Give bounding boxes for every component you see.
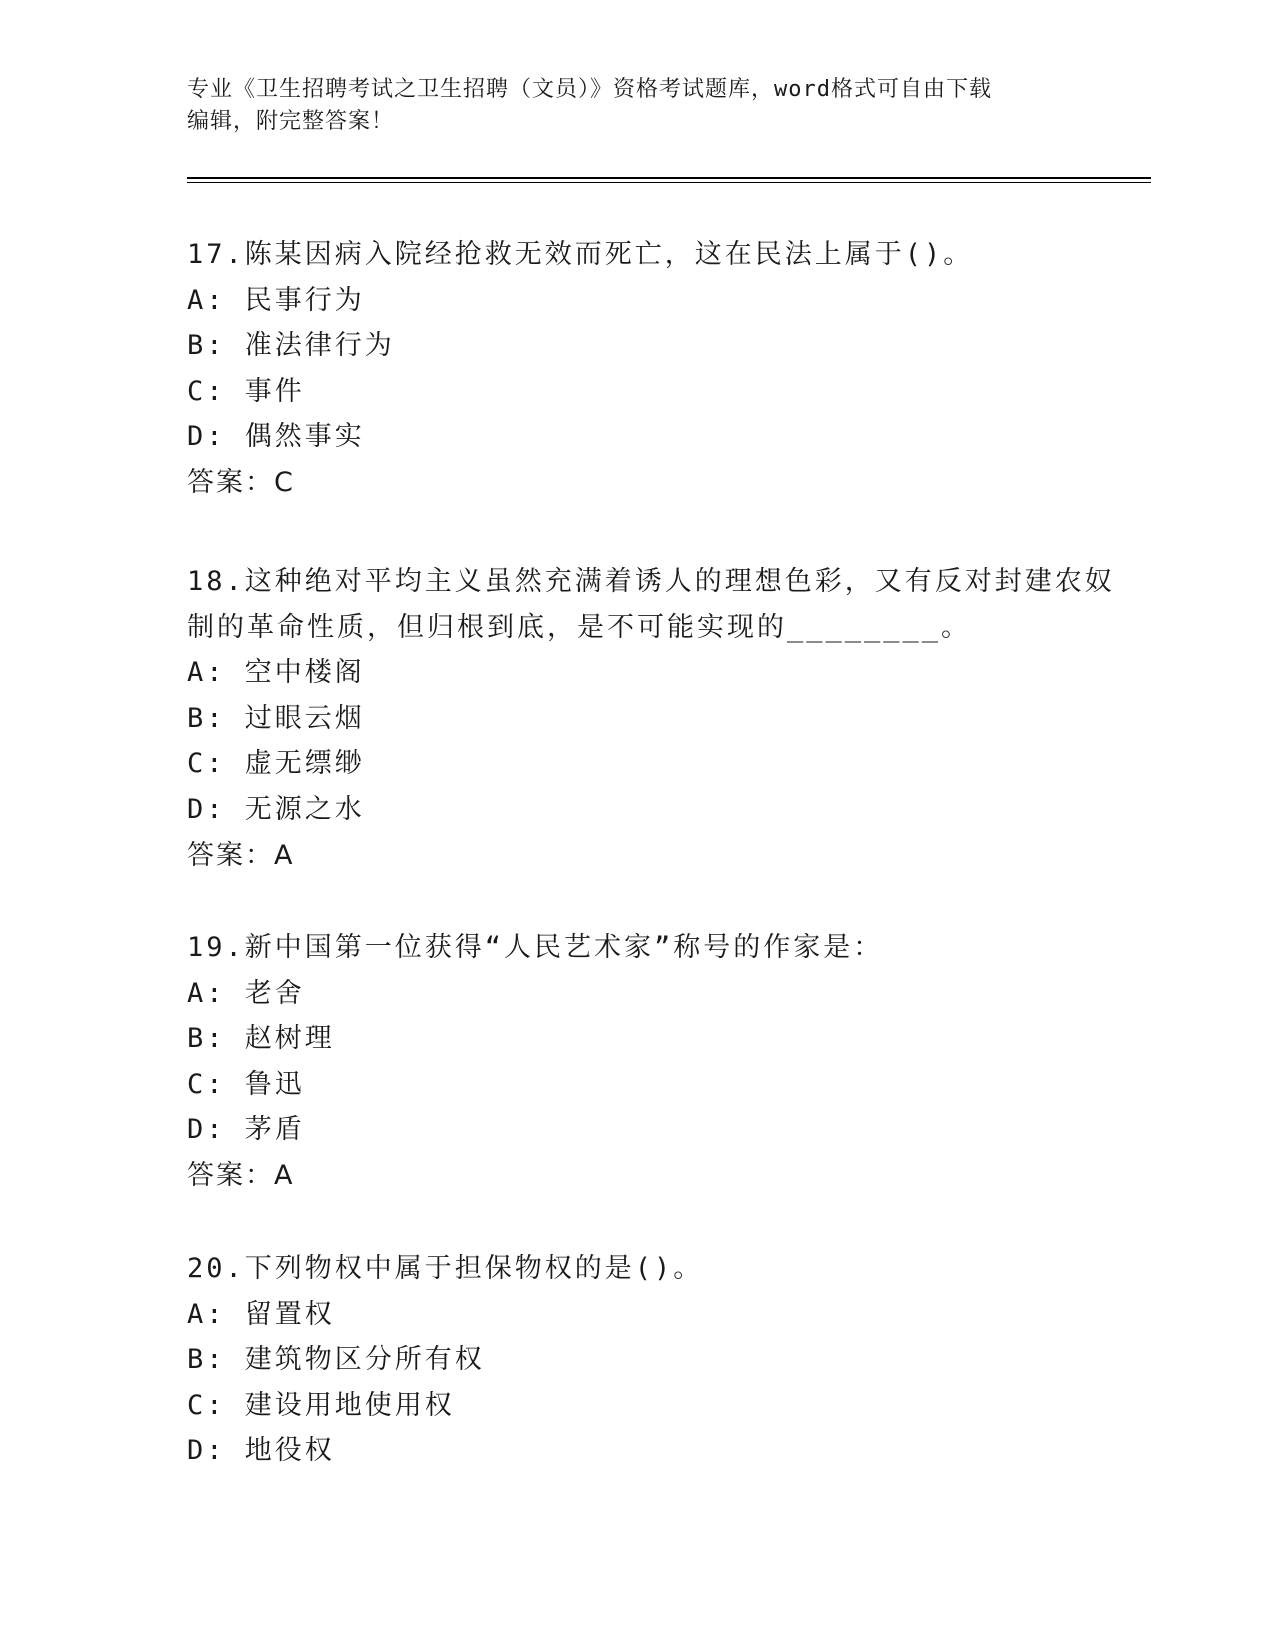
option-b: B: 建筑物区分所有权 xyxy=(187,1344,485,1376)
answer-line: 答案：C xyxy=(187,466,295,498)
option-c: C: 鲁迅 xyxy=(187,1068,305,1100)
header-divider-thick xyxy=(187,177,1151,179)
question-stem-line-1: 18.这种绝对平均主义虽然充满着诱人的理想色彩，又有反对封建农奴 xyxy=(187,566,1115,597)
question-17 xyxy=(187,232,1087,506)
option-a: A: 空中楼阁 xyxy=(187,657,365,689)
option-c: C: 虚无缥缈 xyxy=(187,748,365,780)
option-d: D: 无源之水 xyxy=(187,793,365,825)
question-19 xyxy=(187,925,1087,1199)
option-b: B: 过眼云烟 xyxy=(187,702,365,734)
question-stem-line-2: 制的革命性质，但归根到底，是不可能实现的________。 xyxy=(187,611,972,643)
question-stem: 17.陈某因病入院经抢救无效而死亡，这在民法上属于()。 xyxy=(187,239,974,270)
option-d: D: 地役权 xyxy=(187,1435,335,1467)
question-stem: 19.新中国第一位获得“人民艺术家”称号的作家是： xyxy=(187,932,884,963)
header-line-2: 编辑，附完整答案！ xyxy=(187,109,395,134)
option-d: D: 偶然事实 xyxy=(187,421,365,453)
option-c: C: 建设用地使用权 xyxy=(187,1389,455,1421)
option-a: A: 留置权 xyxy=(187,1298,335,1330)
option-a: A: 民事行为 xyxy=(187,284,365,316)
document-header xyxy=(187,74,1087,138)
option-a: A: 老舍 xyxy=(187,977,305,1009)
question-stem: 20.下列物权中属于担保物权的是()。 xyxy=(187,1253,704,1284)
answer-line: 答案：A xyxy=(187,839,295,871)
option-d: D: 茅盾 xyxy=(187,1114,305,1146)
answer-line: 答案：A xyxy=(187,1159,295,1191)
option-b: B: 准法律行为 xyxy=(187,330,395,362)
question-20 xyxy=(187,1246,1087,1474)
question-18 xyxy=(187,559,1115,878)
header-line-1: 专业《卫生招聘考试之卫生招聘（文员）》资格考试题库，word格式可自由下载 xyxy=(187,77,992,102)
option-b: B: 赵树理 xyxy=(187,1023,335,1055)
option-c: C: 事件 xyxy=(187,375,305,407)
header-divider-thin xyxy=(187,182,1151,183)
